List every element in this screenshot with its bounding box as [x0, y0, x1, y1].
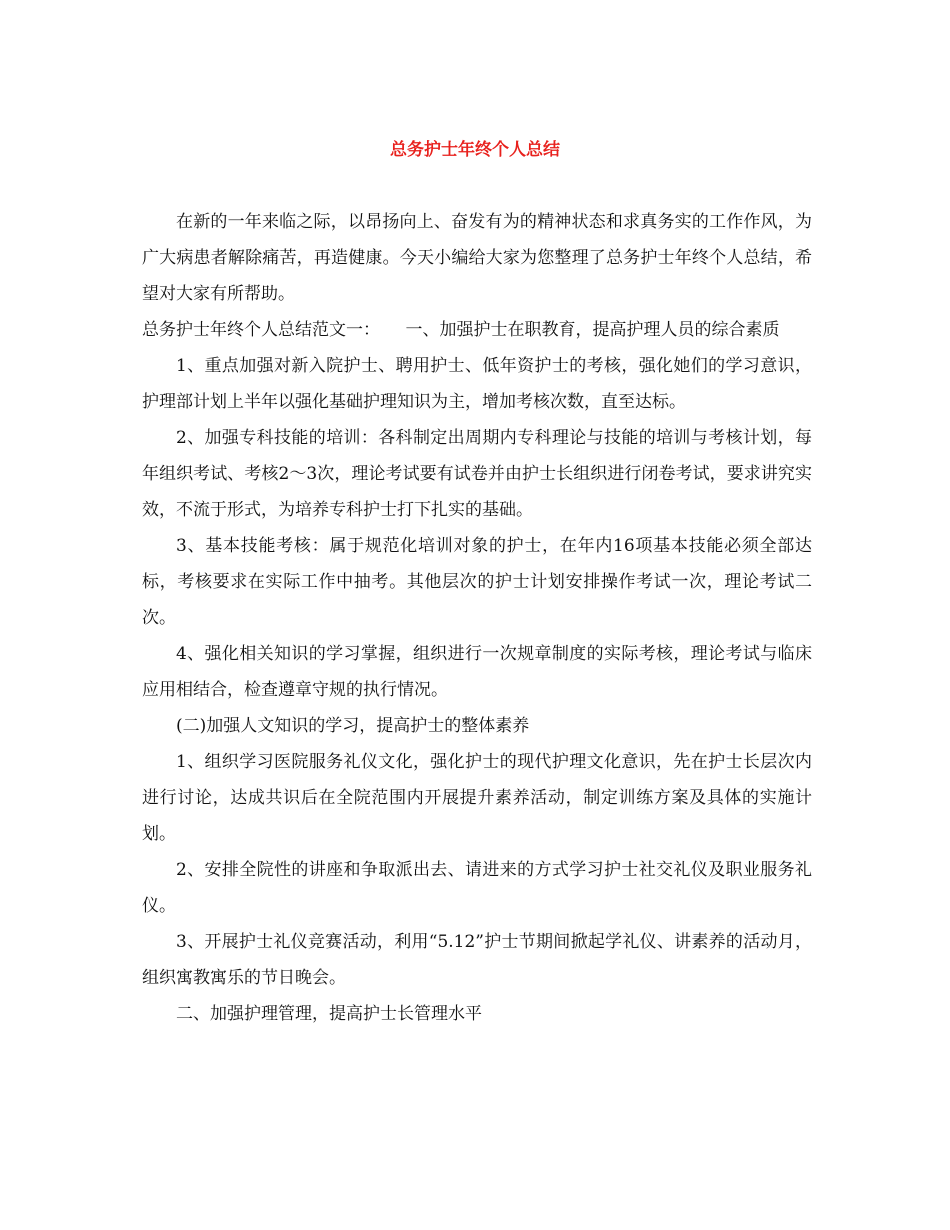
paragraph-item-3: 3、基本技能考核：属于规范化培训对象的护士，在年内16项基本技能必须全部达标，考核要求在实际工作中抽考。其他层次的护士计划安排操作考试一次，理论考试二次。	[142, 536, 812, 628]
paragraph-intro: 在新的一年来临之际，以昂扬向上、奋发有为的精神状态和求真务实的工作作风，为广大病患者解除痛苦，再造健康。今天小编给大家为您整理了总务护士年终个人总结，希望对大家有所帮助。	[142, 212, 812, 304]
document-body	[142, 204, 812, 1032]
paragraph-item-4: 4、强化相关知识的学习掌握，组织进行一次规章制度的实际考核，理论考试与临床应用相结合，检查遵章守规的执行情况。	[142, 644, 812, 700]
paragraph-section-2-heading: 二、加强护理管理，提高护士长管理水平	[176, 1004, 482, 1024]
paragraph-subitem-3: 3、开展护士礼仪竞赛活动，利用“5.12”护士节期间掀起学礼仪、讲素养的活动月，组织寓教寓乐的节日晚会。	[142, 932, 812, 988]
paragraph-item-1: 1、重点加强对新入院护士、聘用护士、低年资护士的考核，强化她们的学习意识，护理部计划上半年以强化基础护理知识为主，增加考核次数，直至达标。	[142, 356, 812, 412]
paragraph-subitem-2: 2、安排全院性的讲座和争取派出去、请进来的方式学习护士社交礼仪及职业服务礼仪。	[142, 860, 812, 916]
paragraph-item-2: 2、加强专科技能的培训：各科制定出周期内专科理论与技能的培训与考核计划，每年组织考试、考核2～3次，理论考试要有试卷并由护士长组织进行闭卷考试，要求讲究实效，不流于形式，为培养专科护士打下扎实的基础。	[142, 428, 812, 520]
paragraph-subsection-heading: (二)加强人文知识的学习，提高护士的整体素养	[176, 716, 530, 736]
paragraph-subitem-1: 1、组织学习医院服务礼仪文化，强化护士的现代护理文化意识，先在护士长层次内进行讨论，达成共识后在全院范围内开展提升素养活动，制定训练方案及具体的实施计划。	[142, 752, 812, 844]
paragraph-section-heading: 总务护士年终个人总结范文一： 一、加强护士在职教育，提高护理人员的综合素质	[142, 320, 780, 340]
document-title: 总务护士年终个人总结	[390, 140, 560, 160]
